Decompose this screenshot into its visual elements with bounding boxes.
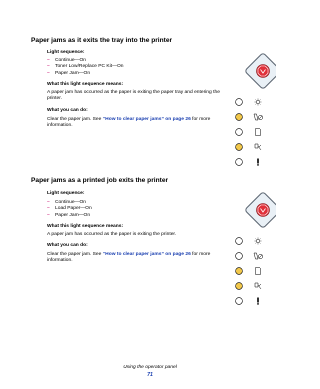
indicator-light: [236, 159, 243, 166]
section-1-title: Paper jams as it exits the tray into the printer: [31, 37, 173, 44]
list-item: – Paper Jam—On: [47, 71, 124, 77]
section-1-light-list: [47, 58, 124, 77]
section-1-page-reference-link[interactable]: “How to clear paper jams” on page 26: [102, 117, 191, 122]
section-2-action-text: Clear the paper jam. See “How to clear paper jams” on page 26 for more information.: [47, 252, 211, 264]
load-paper-icon: [256, 268, 261, 275]
section-2-action-label: What you can do:: [47, 243, 88, 248]
error-icon: [257, 159, 259, 166]
ready-light-icon: [255, 99, 262, 106]
section-2-light-sequence-label: Light sequence:: [47, 191, 85, 196]
operator-panel-graphic: [230, 189, 276, 307]
section-2-meaning-text: A paper jam has occurred as the paper is exiting the printer.: [47, 232, 177, 237]
indicator-light: [236, 238, 243, 245]
section-1-operator-panel: [230, 50, 276, 168]
toner-pc-kit-icon: [254, 253, 263, 259]
page-number: 71: [147, 372, 153, 378]
indicator-light: [236, 298, 243, 305]
indicator-light: [236, 99, 243, 106]
stop-button-icon: [245, 53, 276, 90]
toner-pc-kit-icon: [254, 114, 263, 120]
section-2-page-reference-link[interactable]: “How to clear paper jams” on page 26: [102, 252, 191, 257]
indicator-light: [236, 129, 243, 136]
paper-jam-icon: [255, 144, 261, 150]
indicator-light: [236, 253, 243, 260]
list-item: – Paper Jam—On: [47, 213, 92, 219]
indicator-light: [236, 283, 243, 290]
operator-panel-graphic: [230, 50, 276, 168]
list-item: – Load Paper—On: [47, 206, 92, 212]
section-2-title: Paper jams as a printed job exits the printer: [31, 177, 169, 184]
footer-caption: Using the operator panel: [123, 365, 177, 370]
section-1-meaning-text: A paper jam has occurred as the paper is exiting the paper tray and entering the printer.: [47, 90, 220, 102]
ready-light-icon: [255, 238, 262, 245]
section-2-light-list: [47, 200, 92, 219]
list-item: – Continue—On: [47, 200, 92, 206]
section-2-operator-panel: [230, 189, 276, 307]
error-icon: [257, 298, 259, 305]
section-1-light-sequence-label: Light sequence:: [47, 50, 85, 55]
section-1-action-label: What you can do:: [47, 108, 88, 113]
paper-jam-icon: [255, 283, 261, 289]
section-1-meaning-label: What this light sequence means:: [47, 82, 124, 87]
load-paper-icon: [256, 129, 261, 136]
list-item: – Continue—On: [47, 58, 124, 64]
indicator-light: [236, 144, 243, 151]
list-item: – Toner Low/Replace PC Kit—On: [47, 64, 124, 70]
section-1-action-text: Clear the paper jam. See “How to clear paper jams” on page 26 for more information.: [47, 117, 211, 129]
indicator-light: [236, 268, 243, 275]
indicator-light: [236, 114, 243, 121]
section-2-meaning-label: What this light sequence means:: [47, 224, 124, 229]
stop-button-icon: [245, 192, 276, 229]
